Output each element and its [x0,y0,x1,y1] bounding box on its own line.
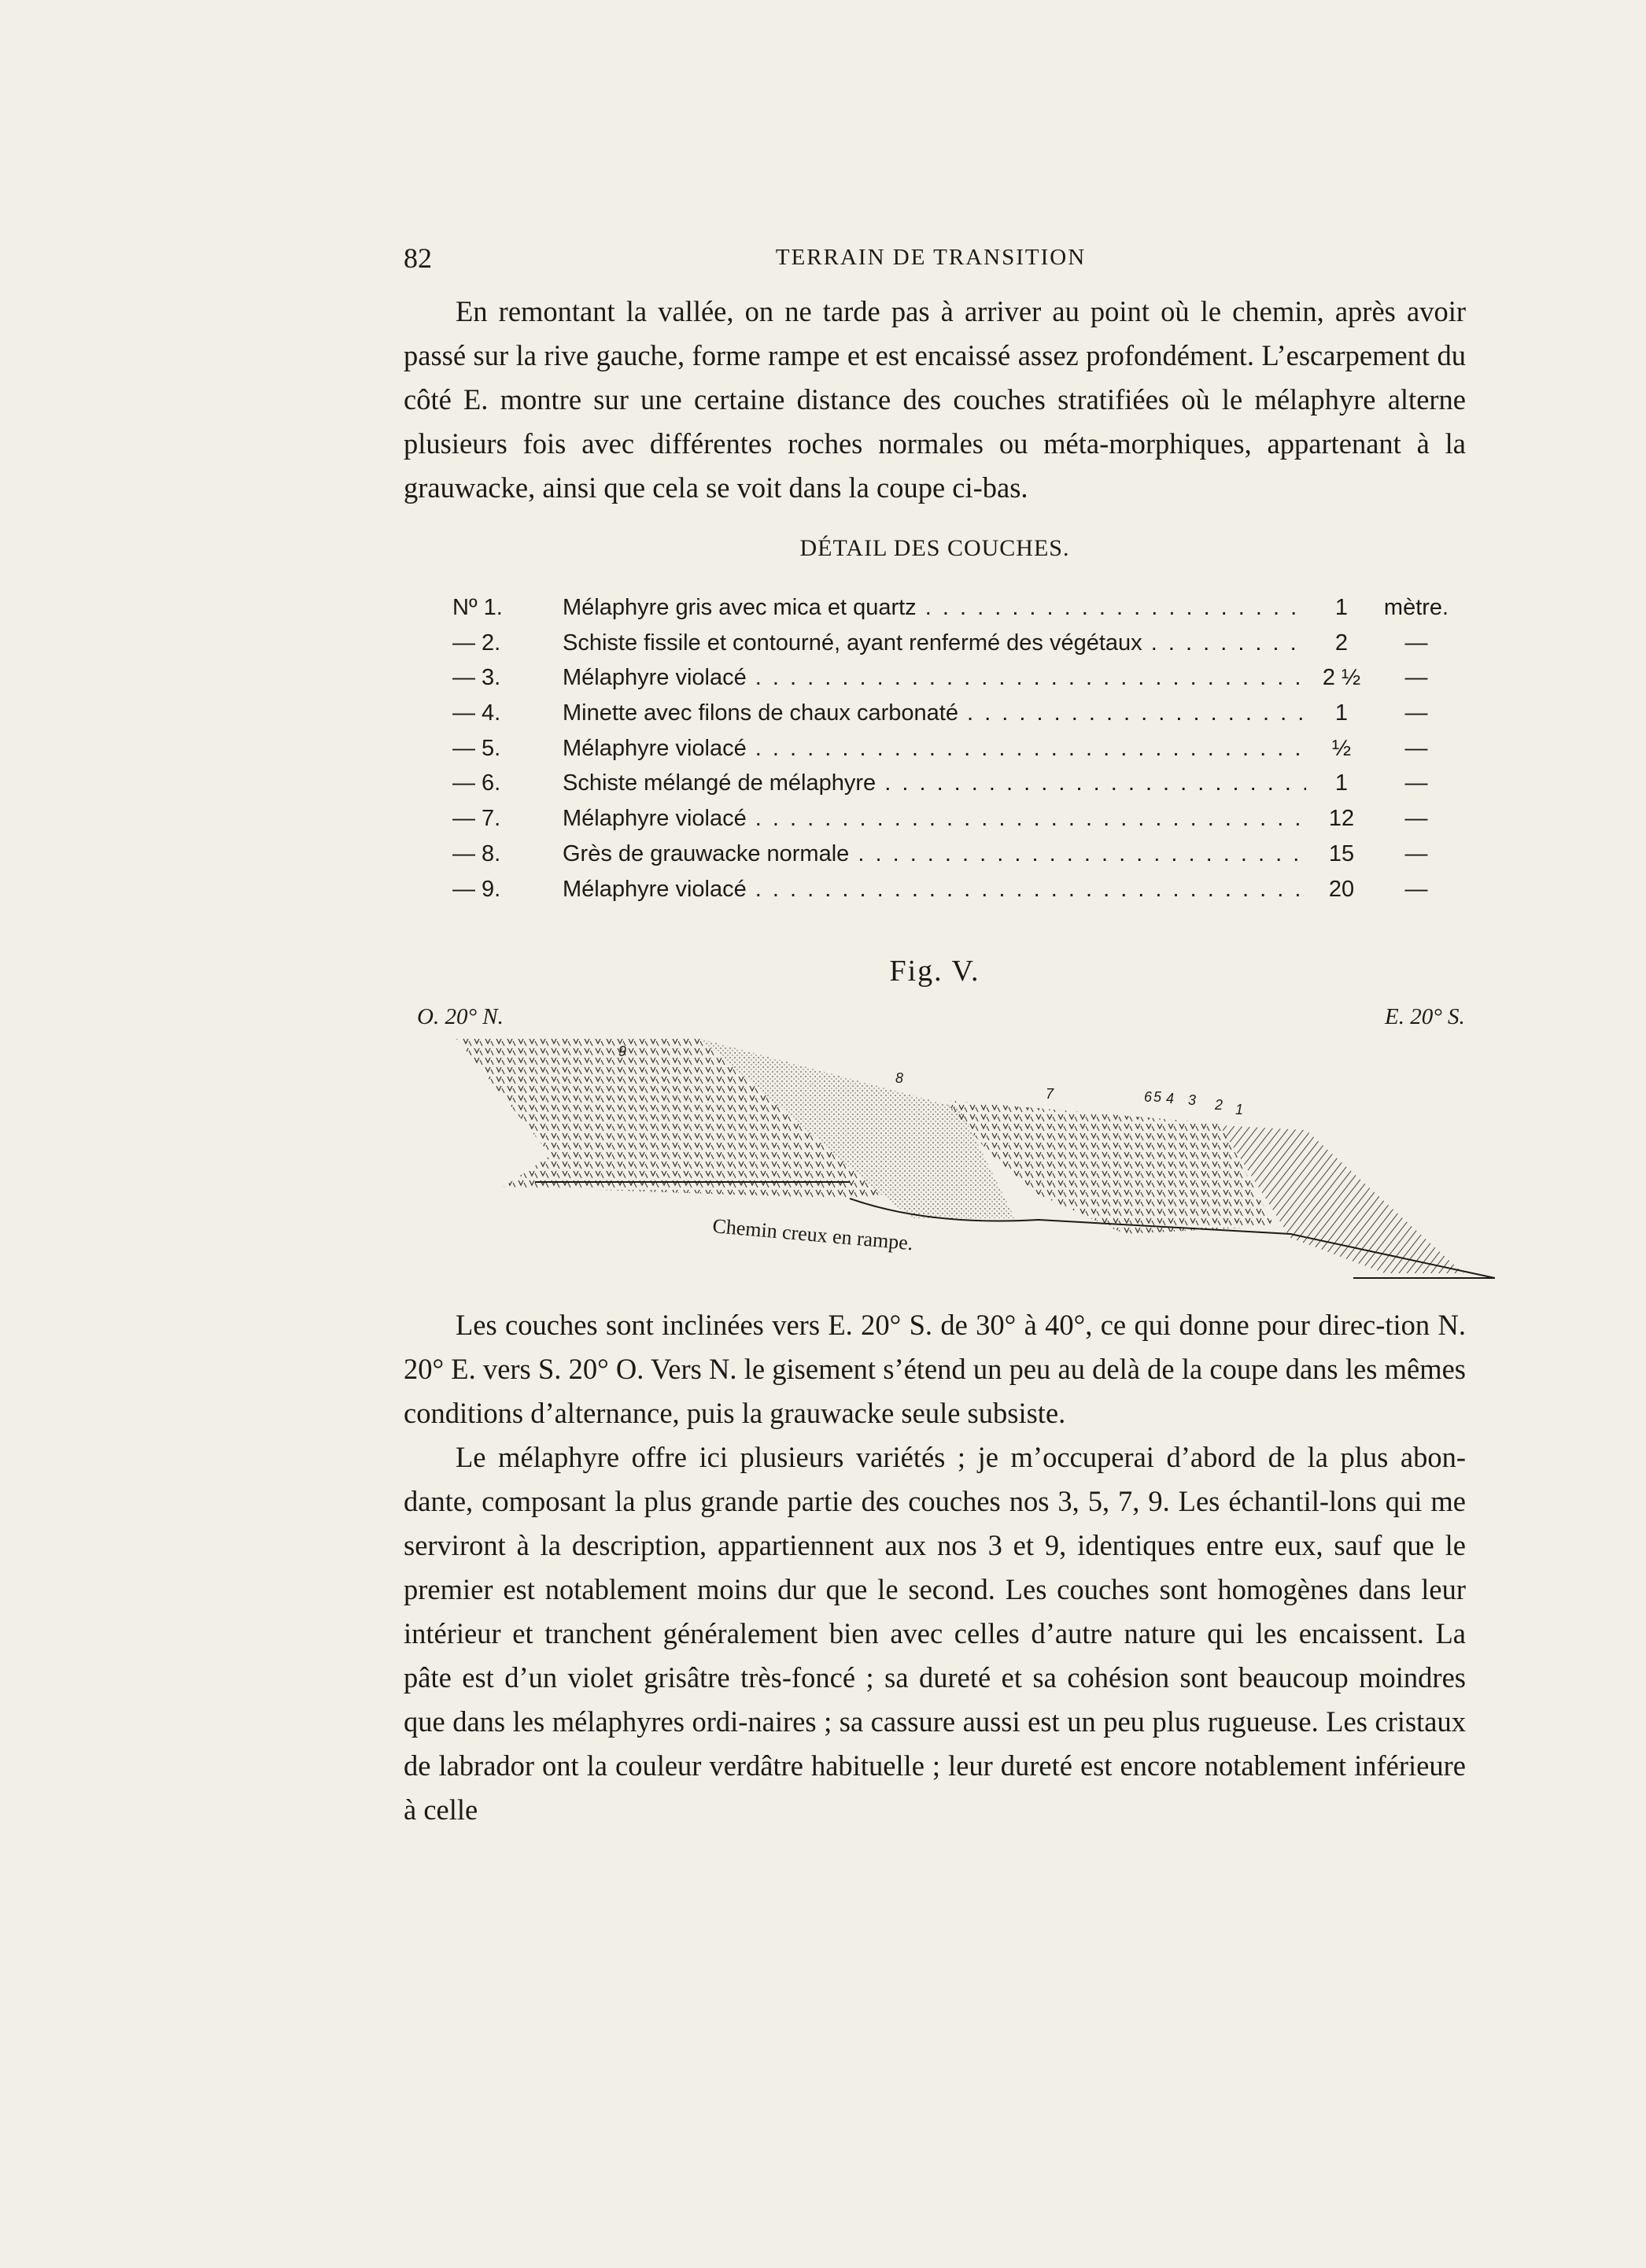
road-label: Chemin creux en rampe. [711,1214,914,1255]
layer-row [452,801,1467,837]
layer-number: — 7. [452,806,501,832]
layer-unit: — [1404,840,1428,866]
layer-unit: — [1404,770,1428,796]
layer-row [452,626,1467,661]
layer-label-4: 4 [1166,1091,1175,1106]
paragraph-melaphyre [404,1435,1466,1832]
figure-title: Fig. V. [889,955,980,988]
layer-number: — 5. [452,735,501,761]
layer-label-7: 7 [1046,1086,1054,1102]
paragraph-intro-text: En remontant la vallée, on ne tarde pas à arriver au point où le chemin, après avoir passé sur la rive gauche, forme rampe et est encaissé assez profondément. L’escarpement du côté E. montre sur une certaine distance des couches stratifiées où le mélaphyre alterne plusieurs fois avec différentes roches normales ou méta-morphiques, appartenant à la grauwacke, ainsi que cela se voit dans la coupe ci-bas. [404,295,1466,504]
layer-row [452,660,1467,696]
paragraph-intro [404,290,1466,510]
layer-label-8: 8 [895,1070,904,1086]
layer-unit: — [1404,876,1428,902]
layer-thickness: 1 [1306,590,1377,626]
layer-name: Mélaphyre violacé . . . [563,660,1365,696]
layer-number: — 9. [452,876,501,902]
layer-label-3: 3 [1188,1092,1197,1108]
layer-thickness: 1 [1306,696,1377,731]
figure-orientation-left: O. 20° N. [417,1004,504,1029]
geological-section-figure [441,1037,1495,1289]
layer-name: Mélaphyre violacé . . . [563,801,1365,837]
layer-thickness: 12 [1306,801,1377,837]
paragraph-melaphyre-text: Le mélaphyre offre ici plusieurs variétés ; je m’occuperai d’abord de la plus abon-dante, composant la plus grande partie des couches nos 3, 5, 7, 9. Les échantil-lons qui me serviront à la description, appartiennent aux nos 3 et 9, identiques entre eux, sauf que le premier est notablement moins dur que le second. Les couches sont homogènes dans leur intérieur et tranchent généralement bien avec celles d’autre nature qui les encaissent. La pâte est d’un violet grisâtre très-foncé ; sa dureté et sa cohésion sont beaucoup moindres que dans les mélaphyres ordi-naires ; sa cassure aussi est un peu plus rugueuse. Les cristaux de labrador ont la couleur verdâtre habituelle ; leur dureté est encore notablement inférieure à celle [404,1441,1466,1826]
layer-row [452,590,1467,626]
layer-row [452,837,1467,872]
layer-thickness: ½ [1306,731,1377,766]
layer-number: — 6. [452,770,501,796]
layer-name: Schiste mélangé de mélaphyre . . . [563,766,1365,801]
paragraph-dip-text: Les couches sont inclinées vers E. 20° S. de 30° à 40°, ce qui donne pour direc-tion N. 20° E. vers S. 20° O. Vers N. le gisement s’étend un peu au delà de la coupe dans les mêmes conditions d’alternance, puis la grauwacke seule subsiste. [404,1309,1466,1429]
layer-name: Mélaphyre violacé . . . [563,872,1365,907]
layer-row [452,696,1467,731]
layer-label-9: 9 [618,1044,627,1059]
layer-name: Minette avec filons de chaux carbonaté . . . [563,696,1365,731]
layer-unit: — [1404,806,1428,832]
layer-unit: — [1404,665,1428,691]
layer-name: Mélaphyre gris avec mica et quartz . . . [563,590,1365,626]
layer-name: Grès de grauwacke normale . . . [563,837,1365,872]
layer-label-2: 2 [1215,1097,1223,1113]
layer-name: Schiste fissile et contourné, ayant renfermé des végétaux . . . [563,626,1365,661]
layer-thickness: 15 [1306,837,1377,872]
section-drawing [441,1037,1495,1289]
paragraph-dip [404,1303,1466,1435]
layer-thickness: 1 [1306,766,1377,801]
layer-row [452,731,1467,766]
layer-number: — 8. [452,840,501,866]
running-title: TERRAIN DE TRANSITION [775,245,1087,270]
page-header [404,242,1458,276]
layer-name: Mélaphyre violacé . . . [563,731,1365,766]
layer-unit: mètre. [1383,595,1449,620]
layer-number: Nº 1. [452,595,503,620]
layer-number: — 4. [452,700,501,726]
section-title: DÉTAIL DES COUCHES. [799,535,1070,561]
layer-row [452,766,1467,801]
layer-thickness: 2 [1306,626,1377,661]
figure-orientation-right: E. 20° S. [1385,1004,1465,1029]
page-number: 82 [404,242,432,274]
layer-label-1: 1 [1235,1102,1244,1117]
layer-row [452,872,1467,907]
layer-unit: — [1404,735,1428,761]
body-text [404,1303,1466,1832]
layer-number: — 2. [452,630,501,656]
layer-unit: — [1404,630,1428,656]
layer-thickness: 20 [1306,872,1377,907]
layer-number: — 3. [452,665,501,691]
layer-table [452,590,1467,907]
layer-unit: — [1404,700,1428,726]
layer-label-5: 5 [1153,1089,1162,1105]
layer-thickness: 2 ½ [1306,660,1377,696]
layer-label-6: 6 [1144,1089,1153,1105]
